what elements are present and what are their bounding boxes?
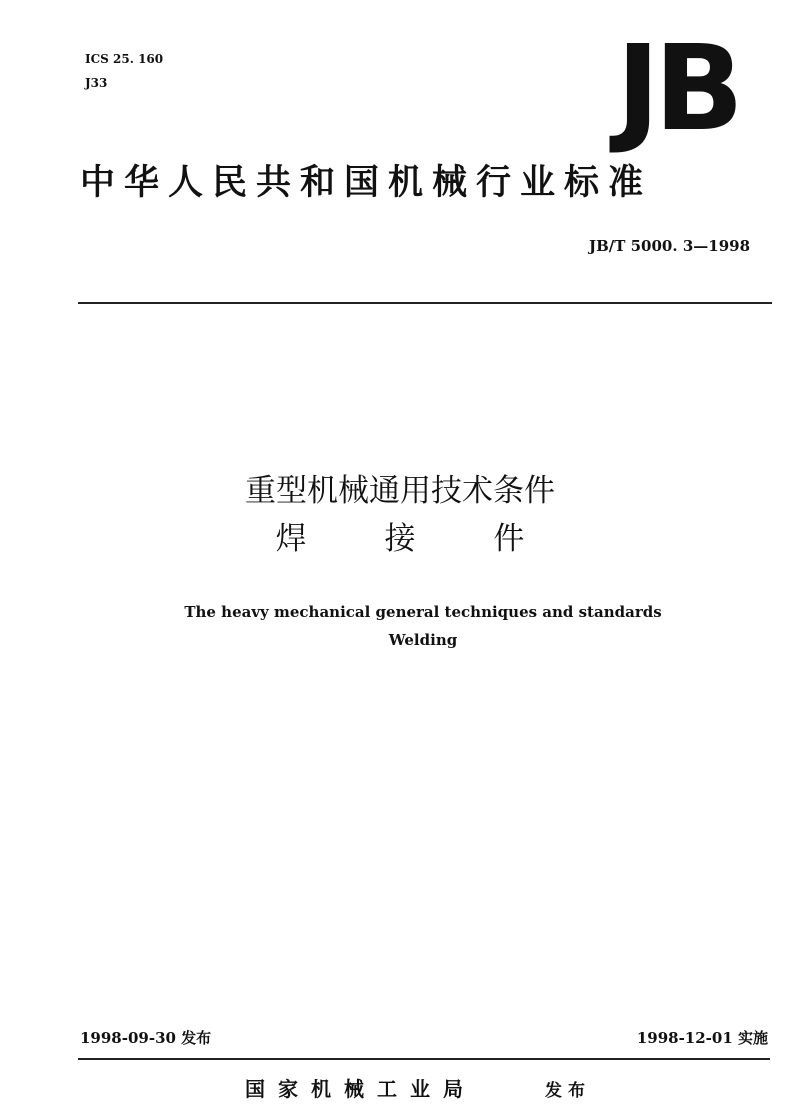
- chinese-title-line-2: 焊 接 件: [275, 521, 559, 557]
- english-title-line-1: The heavy mechanical general techniques and standards: [184, 603, 662, 621]
- publish-label: 发布: [545, 1081, 591, 1101]
- issue-date: 1998-09-30 发布: [80, 1029, 212, 1047]
- bottom-divider: [78, 1058, 770, 1060]
- chinese-title-line-1: 重型机械通用技术条件: [245, 473, 555, 509]
- standard-number: JB/T 5000. 3—1998: [588, 237, 750, 255]
- english-title-line-2: Welding: [388, 631, 458, 649]
- publisher-name: 国家机械工业局: [245, 1077, 476, 1101]
- implementation-date: 1998-12-01 实施: [636, 1029, 768, 1047]
- category-code: J33: [85, 76, 108, 90]
- top-divider: [78, 302, 772, 304]
- ics-code: ICS 25. 160: [85, 52, 164, 66]
- standard-title: 中华人民共和国机械行业标准: [80, 162, 653, 203]
- jb-logo: JB: [616, 19, 738, 157]
